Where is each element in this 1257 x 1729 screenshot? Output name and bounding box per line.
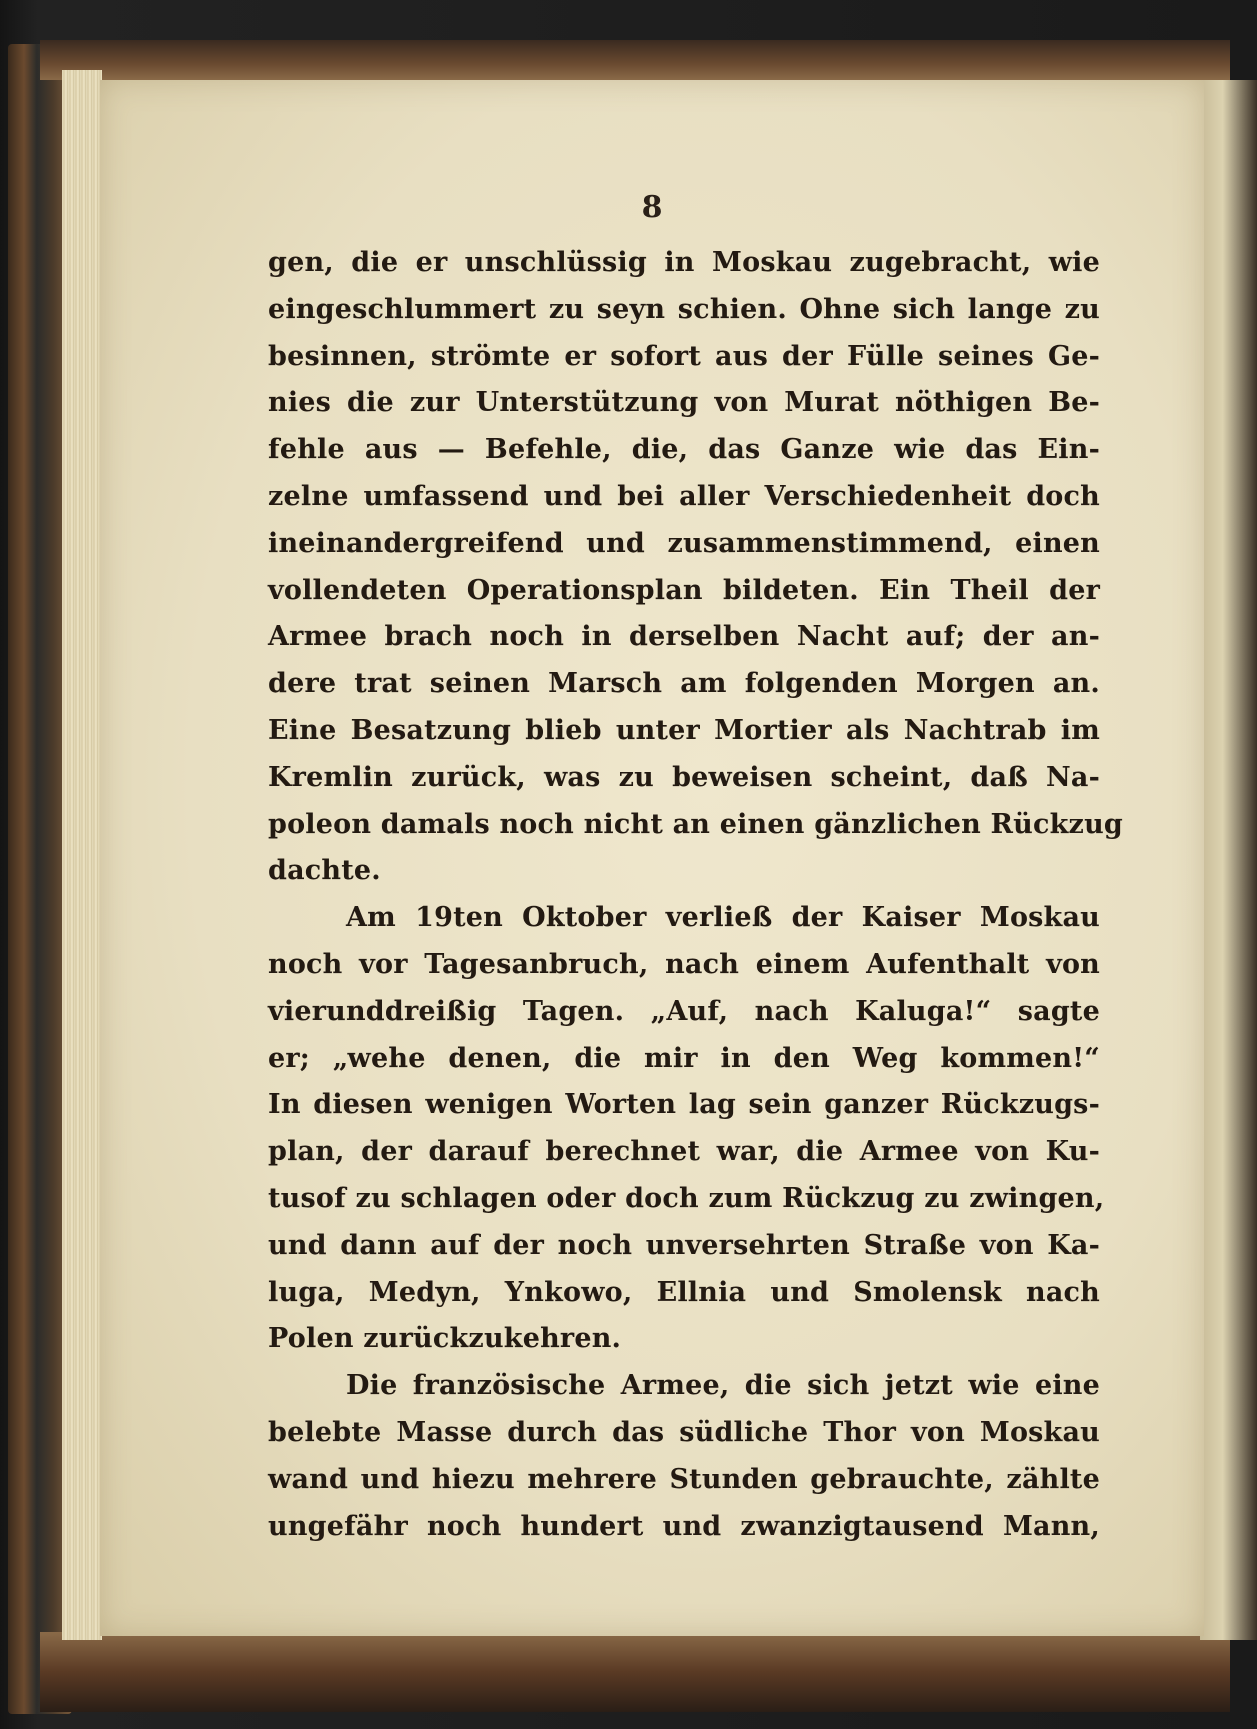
book-page bbox=[100, 80, 1204, 1636]
text-line: dachte. bbox=[268, 855, 381, 887]
text-line: wand und hiezu mehrere Stunden gebrauchte, zählte bbox=[268, 1463, 1100, 1495]
text-line: ineinandergreifend und zusammenstimmend, einen bbox=[268, 527, 1100, 559]
text-line: plan, der darauf berechnet war, die Armee von Ku- bbox=[268, 1136, 1100, 1168]
text-line: belebte Masse durch das südliche Thor von Moskau bbox=[268, 1416, 1100, 1448]
text-line: Die französische Armee, die sich jetzt wie eine bbox=[346, 1370, 1100, 1402]
text-line: und dann auf der noch unversehrten Straße von Ka- bbox=[268, 1229, 1100, 1261]
text-line: vierunddreißig Tagen. „Auf, nach Kaluga!“ sagte bbox=[268, 995, 1100, 1027]
text-line: besinnen, strömte er sofort aus der Fülle seines Ge- bbox=[268, 340, 1100, 372]
text-line: Kremlin zurück, was zu beweisen scheint, daß Na- bbox=[268, 761, 1100, 793]
text-line: er; „wehe denen, die mir in den Weg kommen!“ bbox=[268, 1042, 1100, 1074]
text-line: nies die zur Unterstützung von Murat nöthigen Be- bbox=[268, 387, 1100, 419]
text-line: ungefähr noch hundert und zwanzigtausend Mann, bbox=[268, 1510, 1100, 1542]
page-text-block bbox=[268, 240, 1123, 1550]
text-line: Armee brach noch in derselben Nacht auf; der an- bbox=[268, 621, 1100, 653]
text-line: noch vor Tagesanbruch, nach einem Aufenthalt von bbox=[268, 948, 1100, 980]
text-line: dere trat seinen Marsch am folgenden Morgen an. bbox=[268, 668, 1100, 700]
text-line: Eine Besatzung blieb unter Mortier als Nachtrab im bbox=[268, 714, 1100, 746]
text-line: luga, Medyn, Ynkowo, Ellnia und Smolensk nach bbox=[268, 1276, 1100, 1308]
book-cover-top bbox=[40, 40, 1230, 80]
text-line: Am 19ten Oktober verließ der Kaiser Moskau bbox=[346, 902, 1100, 934]
page-stack-edges bbox=[62, 70, 102, 1640]
text-line: gen, die er unschlüssig in Moskau zugebracht, wie bbox=[268, 247, 1100, 278]
text-line: eingeschlummert zu seyn schien. Ohne sich lange zu bbox=[268, 293, 1100, 325]
text-line: zelne umfassend und bei aller Verschiedenheit doch bbox=[268, 480, 1100, 512]
text-line: Polen zurückzukehren. bbox=[268, 1323, 622, 1355]
text-line: poleon damals noch nicht an einen gänzlichen Rückzug bbox=[268, 808, 1123, 840]
facing-page-edge bbox=[1200, 80, 1257, 1640]
page-number: 8 bbox=[641, 190, 663, 225]
text-line: tusof zu schlagen oder doch zum Rückzug zu zwingen, bbox=[268, 1182, 1105, 1214]
text-line: vollendeten Operationsplan bildeten. Ein Theil der bbox=[268, 574, 1100, 606]
text-line: In diesen wenigen Worten lag sein ganzer Rückzugs- bbox=[268, 1089, 1100, 1121]
text-line: fehle aus — Befehle, die, das Ganze wie das Ein- bbox=[268, 434, 1100, 466]
book-cover-bottom bbox=[40, 1632, 1230, 1712]
